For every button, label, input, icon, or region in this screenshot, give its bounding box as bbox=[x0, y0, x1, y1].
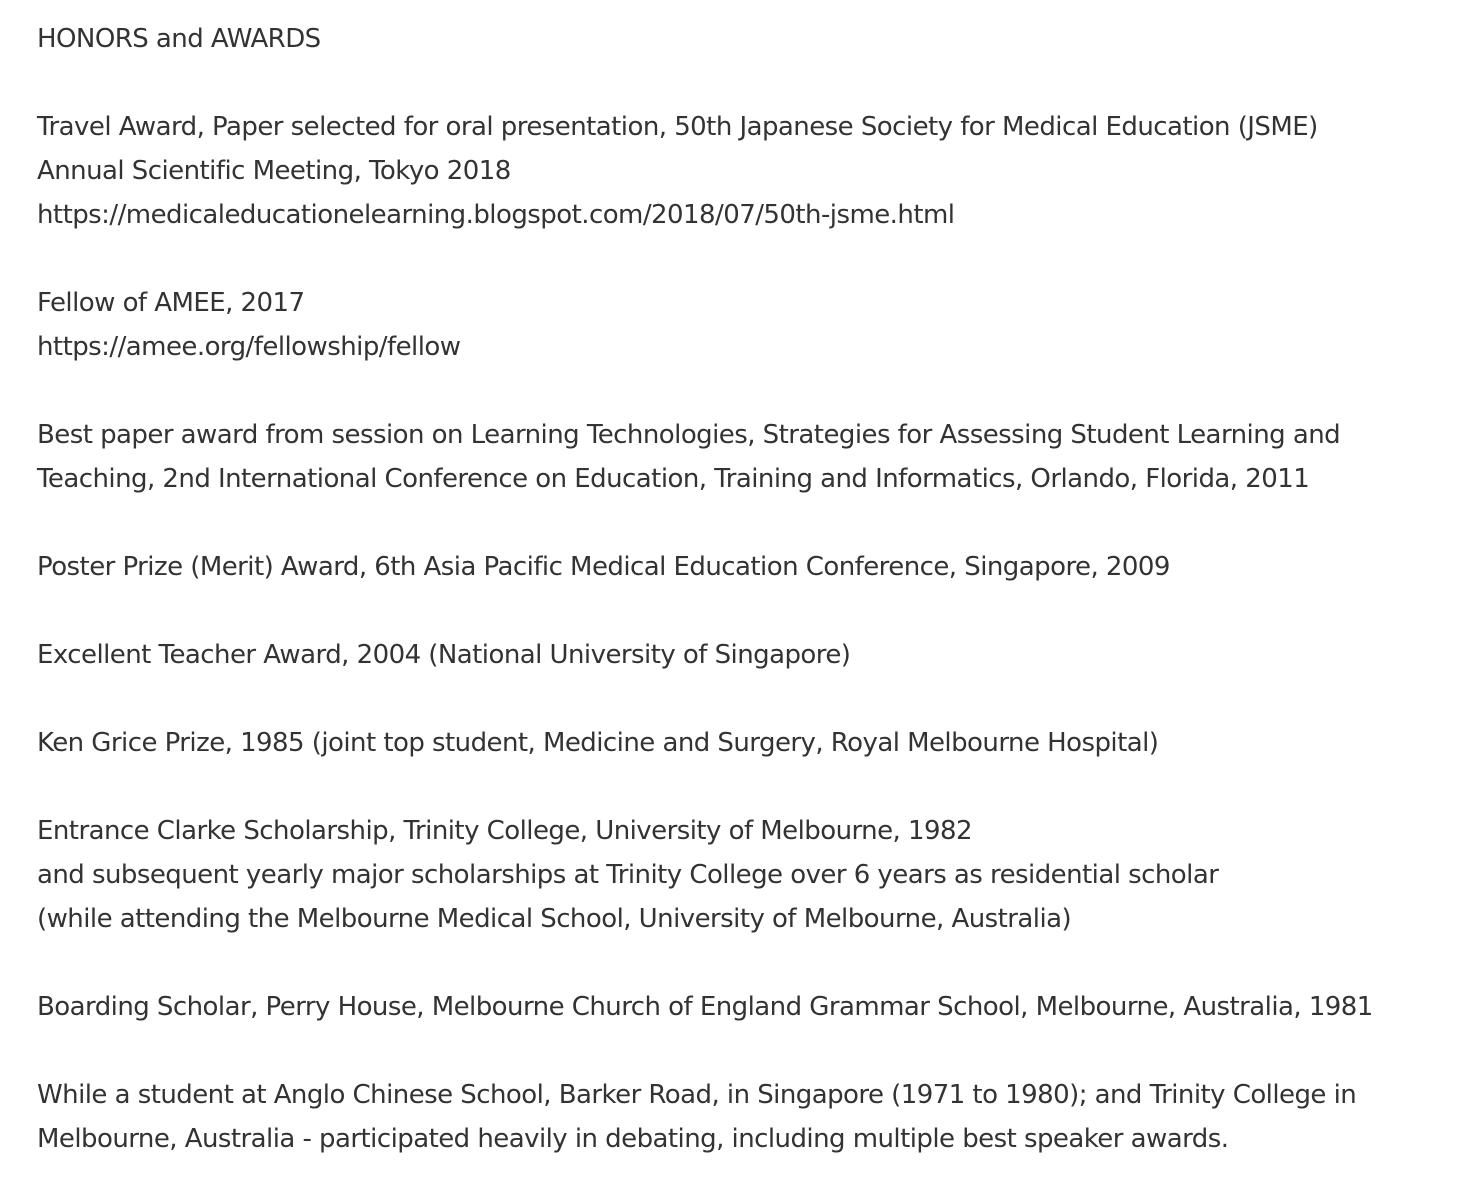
entry-line: and subsequent yearly major scholarships at Trinity College over 6 years as residential scholar bbox=[37, 860, 1219, 890]
award-boarding-scholar bbox=[37, 985, 1373, 1029]
award-poster-prize bbox=[37, 545, 1170, 589]
award-best-paper bbox=[37, 413, 1340, 501]
entry-line: Best paper award from session on Learning Technologies, Strategies for Assessing Student Learning and bbox=[37, 420, 1341, 450]
award-excellent-teacher bbox=[37, 633, 850, 677]
entry-line: (while attending the Melbourne Medical School, University of Melbourne, Australia) bbox=[37, 904, 1072, 934]
entry-line: While a student at Anglo Chinese School, Barker Road, in Singapore (1971 to 1980); and Trinity College in bbox=[37, 1080, 1357, 1110]
award-clarke-scholarship bbox=[37, 809, 1218, 941]
award-ken-grice-prize bbox=[37, 721, 1158, 765]
entry-line: Entrance Clarke Scholarship, Trinity College, University of Melbourne, 1982 bbox=[37, 816, 972, 846]
entry-line: Melbourne, Australia - participated heavily in debating, including multiple best speaker awards. bbox=[37, 1124, 1229, 1154]
award-amee-fellow bbox=[37, 281, 460, 369]
award-travel-jsme bbox=[37, 105, 1318, 237]
entry-url: https://medicaleducationelearning.blogspot.com/2018/07/50th-jsme.html bbox=[37, 200, 955, 230]
entry-line: Travel Award, Paper selected for oral presentation, 50th Japanese Society for Medical Education (JSME) bbox=[37, 112, 1318, 142]
entry-line: Ken Grice Prize, 1985 (joint top student, Medicine and Surgery, Royal Melbourne Hospital) bbox=[37, 728, 1159, 758]
entry-line: Poster Prize (Merit) Award, 6th Asia Pacific Medical Education Conference, Singapore, 2009 bbox=[37, 552, 1170, 582]
entry-line: Boarding Scholar, Perry House, Melbourne Church of England Grammar School, Melbourne, Australia, 1981 bbox=[37, 992, 1373, 1022]
entry-line: Excellent Teacher Award, 2004 (National University of Singapore) bbox=[37, 640, 851, 670]
section-heading: HONORS and AWARDS bbox=[37, 24, 321, 54]
entry-url: https://amee.org/fellowship/fellow bbox=[37, 332, 461, 362]
entry-line: Teaching, 2nd International Conference on Education, Training and Informatics, Orlando, Florida, 2011 bbox=[37, 464, 1310, 494]
award-debating bbox=[37, 1073, 1356, 1161]
entry-line: Fellow of AMEE, 2017 bbox=[37, 288, 305, 318]
entry-line: Annual Scientific Meeting, Tokyo 2018 bbox=[37, 156, 511, 186]
